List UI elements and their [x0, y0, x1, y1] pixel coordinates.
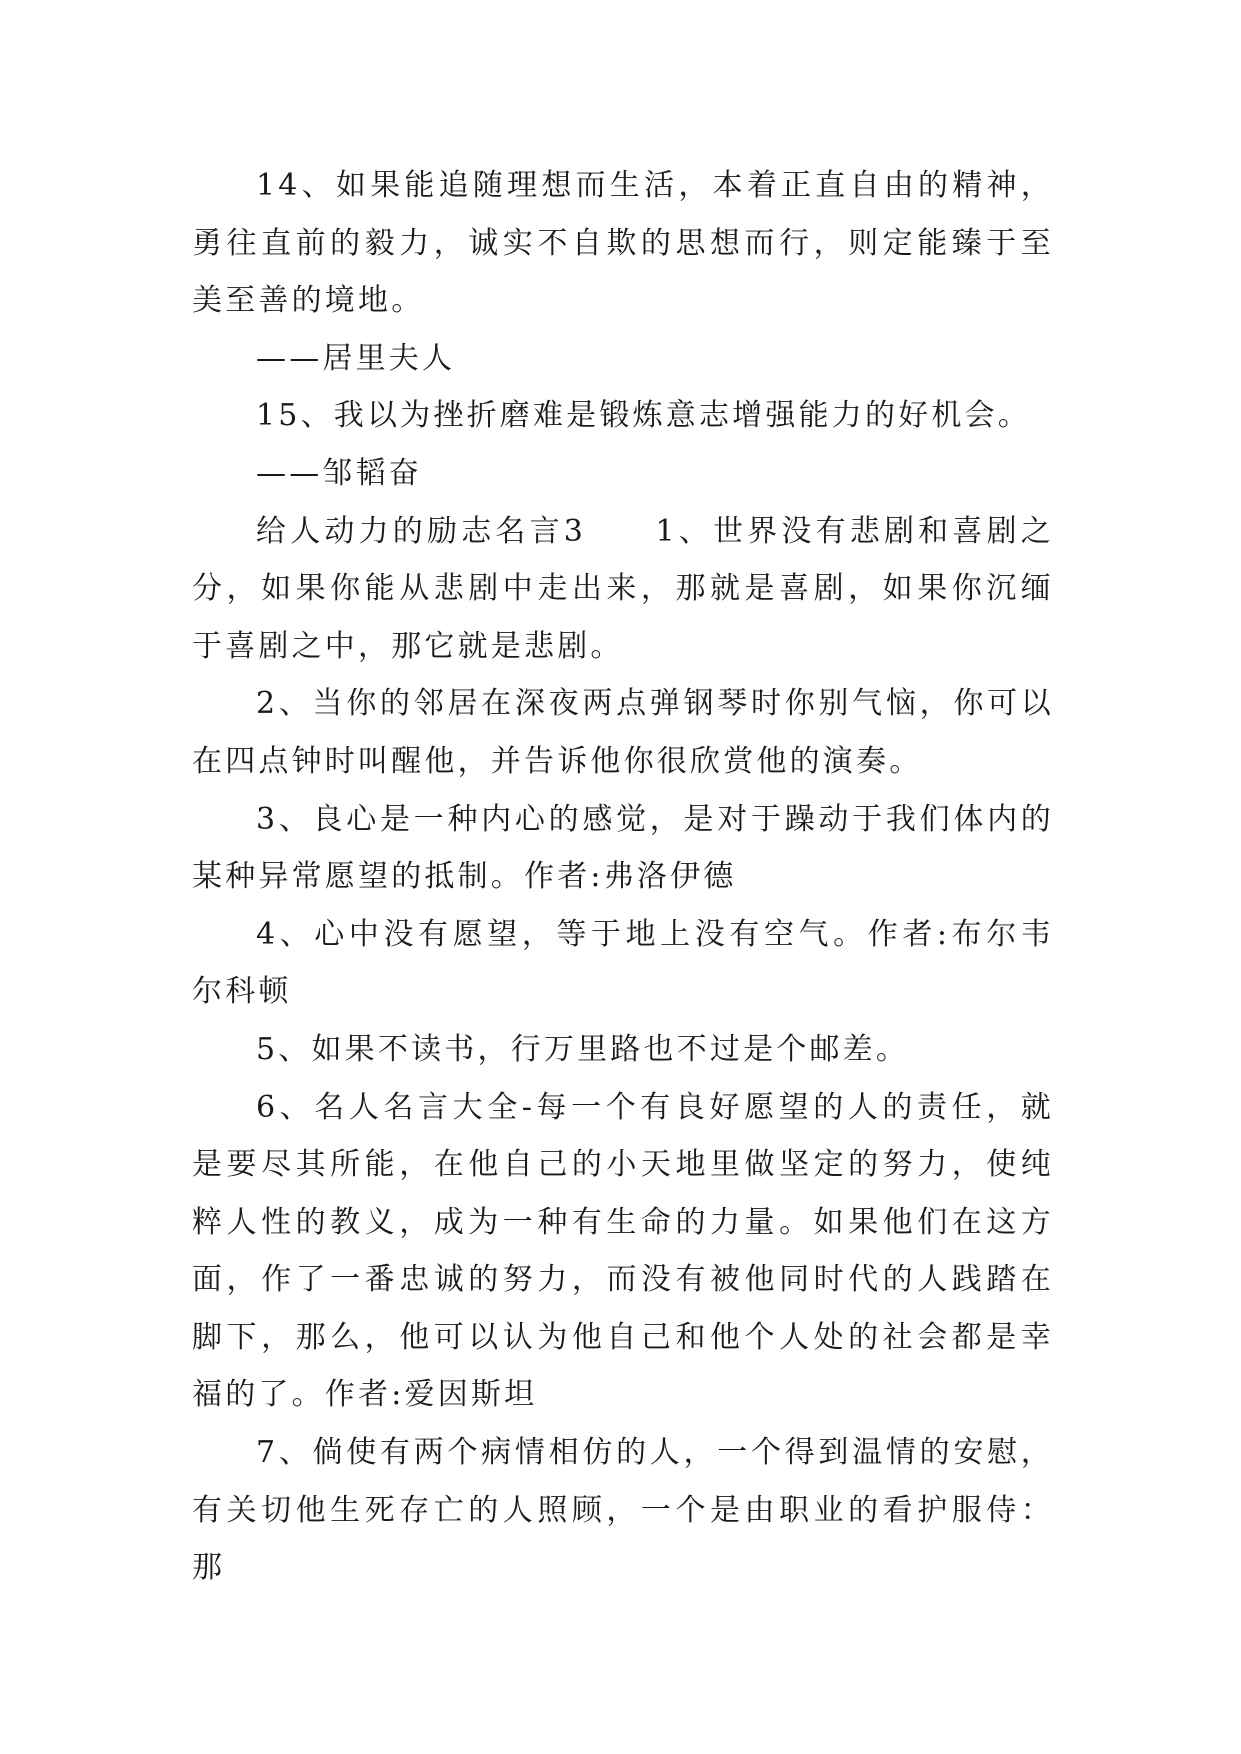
- document-body: [192, 157, 1054, 1597]
- paragraph-quote-14: 14、如果能追随理想而生活，本着正直自由的精神，勇往直前的毅力，诚实不自欺的思想而行，则定能臻于至美至善的境地。: [192, 168, 1054, 319]
- paragraph-quote-7: 7、倘使有两个病情相仿的人，一个得到温情的安慰，有关切他生死存亡的人照顾，一个是由职业的看护服侍：那: [192, 1435, 1054, 1586]
- paragraph-quote-6: 6、名人名言大全-每一个有良好愿望的人的责任，就是要尽其所能，在他自己的小天地里做坚定的努力，使纯粹人性的教义，成为一种有生命的力量。如果他们在这方面，作了一番忠诚的努力，而没有被他同时代的人践踏在脚下，那么，他可以认为他自己和他个人处的社会都是幸福的了。作者:爱因斯坦: [192, 1089, 1054, 1413]
- paragraph-section-3-quote-1: 给人动力的励志名言3 1、世界没有悲剧和喜剧之分，如果你能从悲剧中走出来，那就是喜剧，如果你沉缅于喜剧之中，那它就是悲剧。: [192, 513, 1054, 664]
- paragraph-quote-5: 5、如果不读书，行万里路也不过是个邮差。: [256, 1031, 910, 1067]
- attribution-zou-taofen: ——邹韬奋: [256, 455, 422, 491]
- paragraph-quote-15: 15、我以为挫折磨难是锻炼意志增强能力的好机会。: [256, 398, 1031, 434]
- paragraph-quote-3: 3、良心是一种内心的感觉，是对于躁动于我们体内的某种异常愿望的抵制。作者:弗洛伊德: [192, 801, 1054, 895]
- paragraph-quote-2: 2、当你的邻居在深夜两点弹钢琴时你别气恼，你可以在四点钟时叫醒他，并告诉他你很欣赏他的演奏。: [192, 686, 1054, 779]
- paragraph-quote-4: 4、心中没有愿望，等于地上没有空气。作者:布尔韦尔科顿: [192, 916, 1054, 1010]
- attribution-curie: ——居里夫人: [256, 340, 456, 376]
